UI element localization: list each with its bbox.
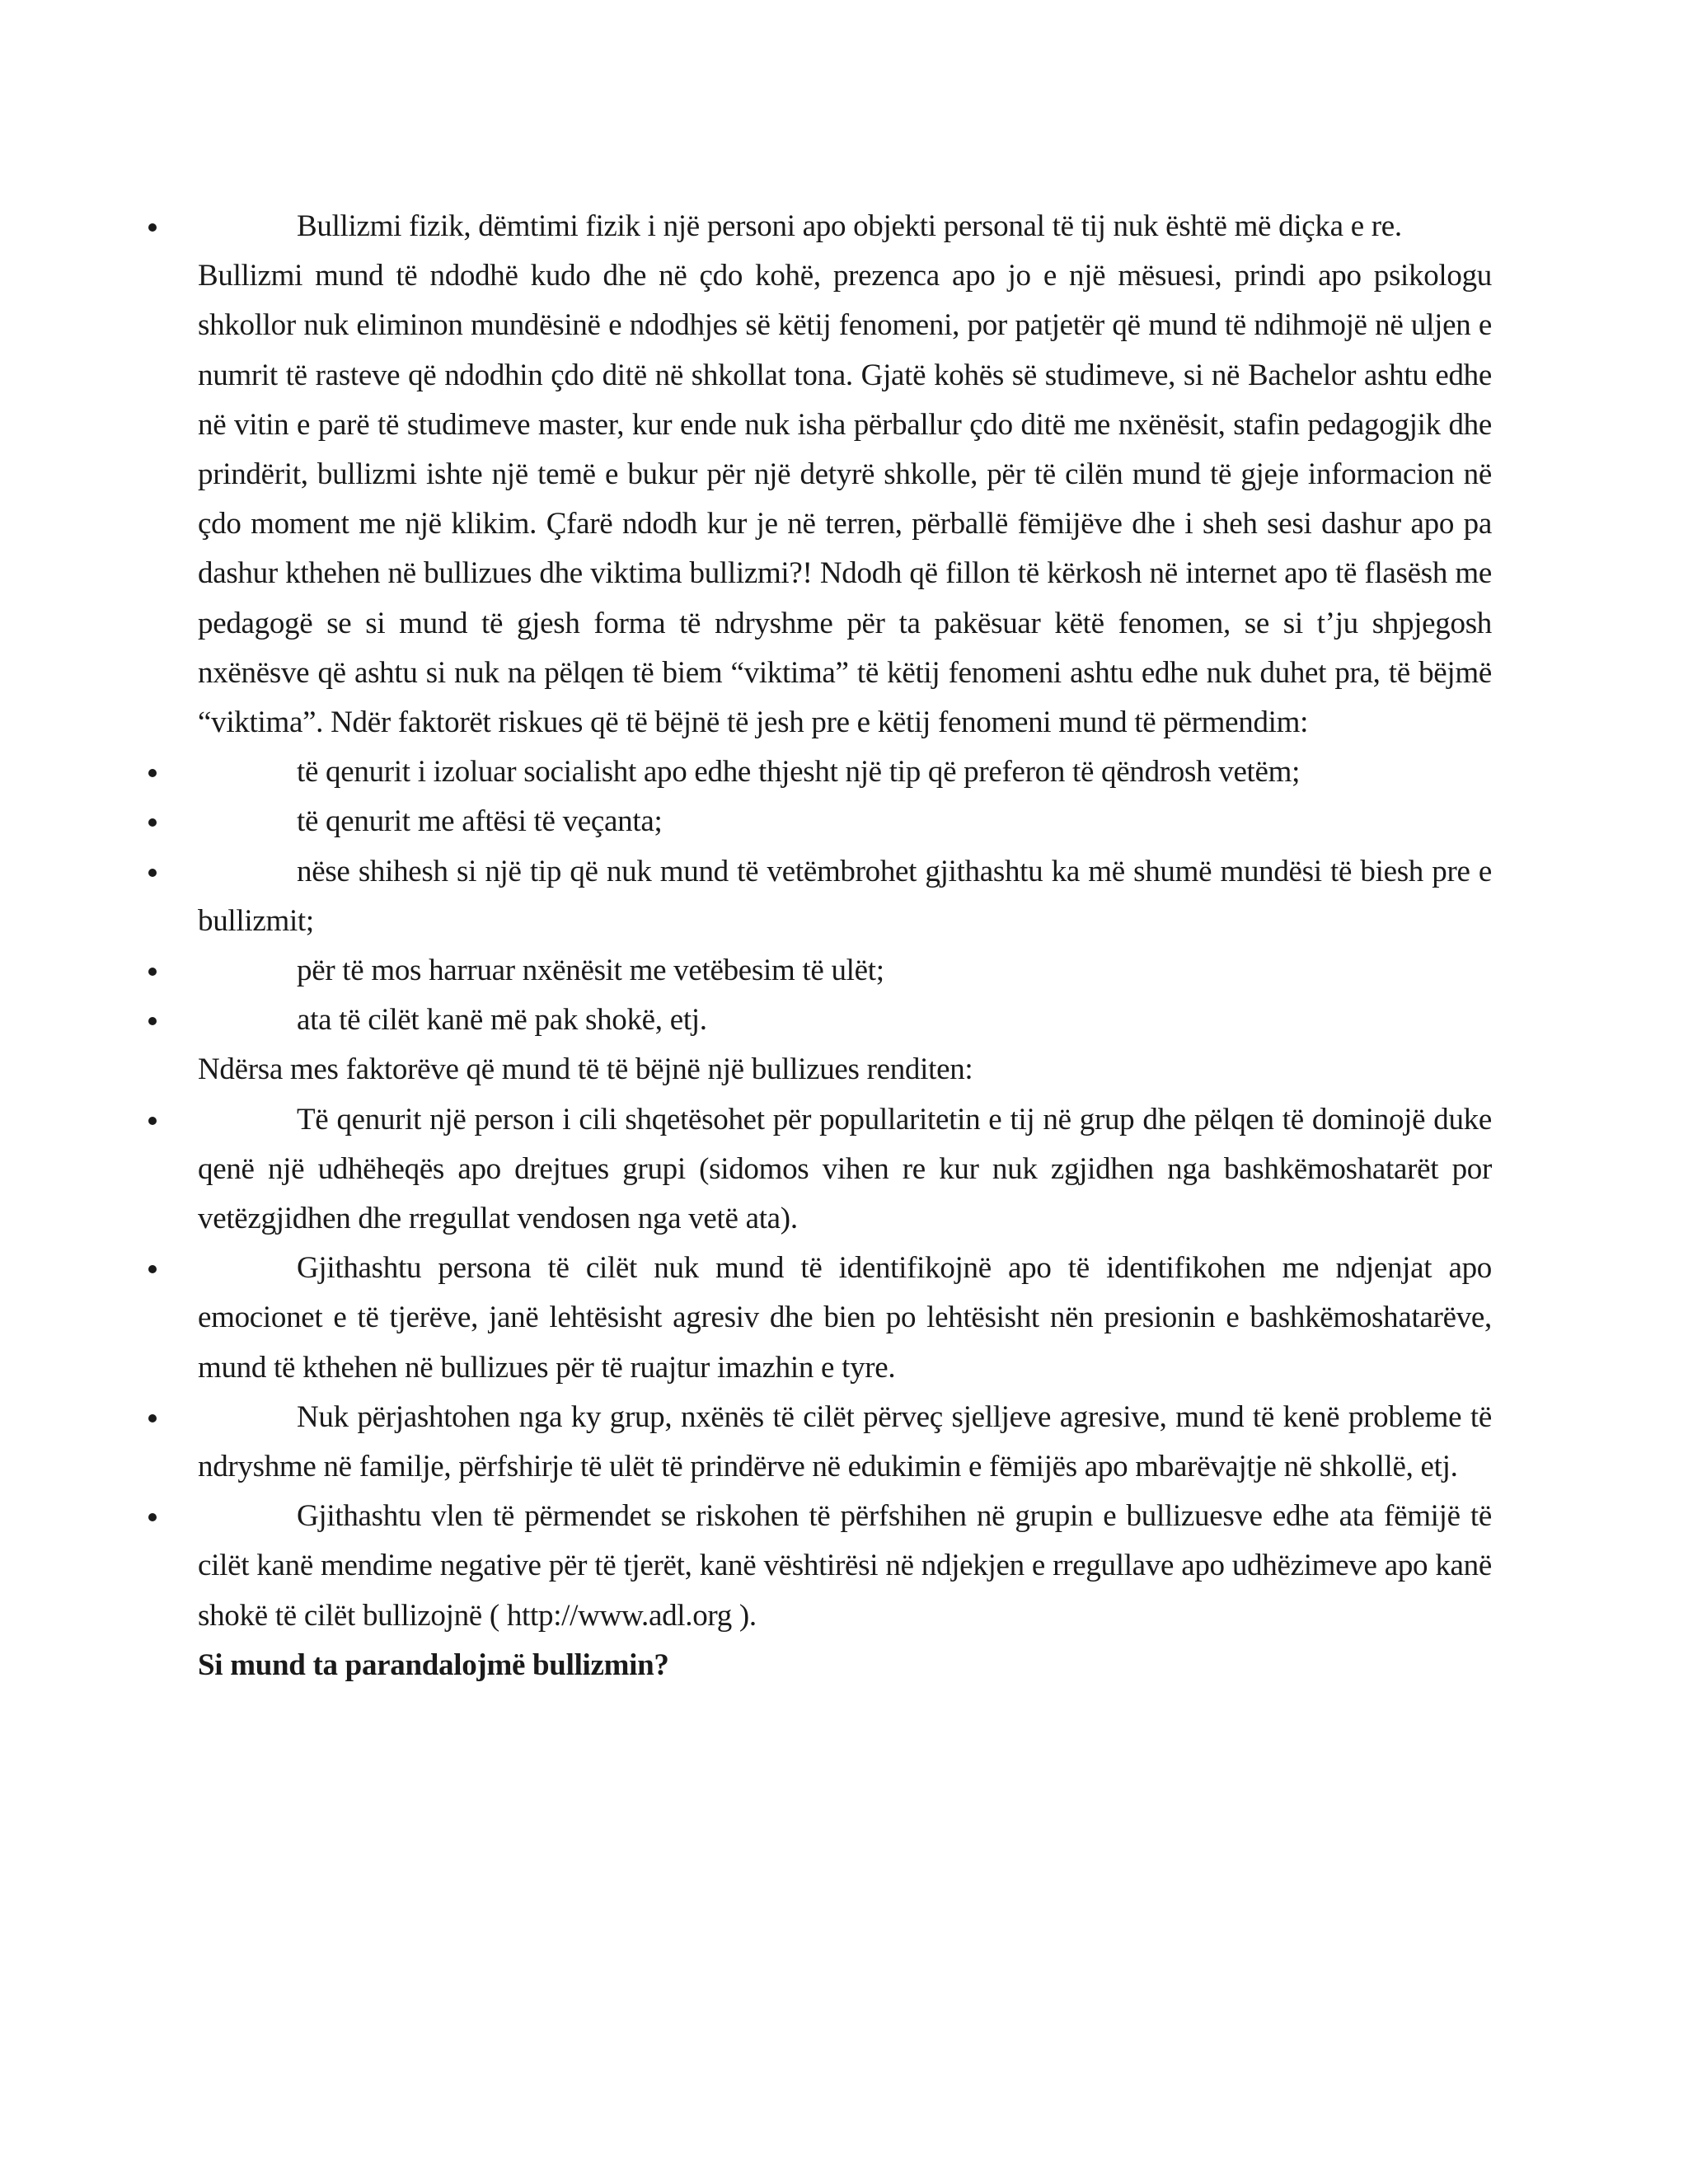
- bullet-item-physical-bullying: [198, 202, 1492, 251]
- bullet-item-negative-views: [198, 1492, 1492, 1641]
- bullet-item-few-friends: [198, 996, 1492, 1045]
- bullet-dot-icon: [148, 769, 157, 777]
- bullet-text: Gjithashtu persona të cilët nuk mund të identifikojnë apo të identifikohen me ndjenjat apo emocionet e të tjerëve, janë lehtësisht agresiv dhe bien po lehtësisht nën presionin e bashkëmoshatarëve, mund të kthehen në bullizues për të ruajtur imazhin e tyre.: [198, 1251, 1492, 1385]
- body-paragraph-intro: [198, 251, 1492, 748]
- bullet-text: Të qenurit një person i cili shqetësohet për popullaritetin e tij në grup dhe pëlqen të dominojë duke qenë një udhëheqës apo drejtues grupi (sidomos vihen re kur nuk zgjidhen nga bashkëmoshatarët por vetëzgjidhen dhe rregullat vendosen nga vetë ata).: [198, 1102, 1492, 1236]
- paragraph-text: Ndërsa mes faktorëve që mund të të bëjnë një bullizues renditen:: [198, 1052, 973, 1087]
- bullet-dot-icon: [148, 869, 157, 877]
- bullet-text: të qenurit i izoluar socialisht apo edhe thjesht një tip që preferon të qëndrosh vetëm;: [297, 755, 1301, 790]
- bullet-text: Nuk përjashtohen nga ky grup, nxënës të cilët përveç sjelljeve agresive, mund të kenë probleme të ndryshme në familje, përfshirje të ulët të prindërve në edukimin e fëmijës apo mbarëvajtje në shkollë, etj.: [198, 1399, 1492, 1484]
- section-heading: [198, 1641, 1492, 1690]
- bullet-dot-icon: [148, 1117, 157, 1125]
- document-body: [198, 202, 1492, 1690]
- bullet-text: të qenurit me aftësi të veçanta;: [297, 804, 663, 839]
- bullet-dot-icon: [148, 1265, 157, 1273]
- bullet-text: nëse shihesh si një tip që nuk mund të vetëmbrohet gjithashtu ka më shumë mundësi të biesh pre e bullizmit;: [198, 854, 1492, 938]
- body-paragraph-bully-factors: [198, 1045, 1492, 1094]
- bullet-dot-icon: [148, 1017, 157, 1025]
- bullet-dot-icon: [148, 968, 157, 976]
- bullet-item-low-self-esteem: [198, 946, 1492, 996]
- bullet-dot-icon: [148, 818, 157, 827]
- bullet-dot-icon: [148, 223, 157, 232]
- bullet-text: ata të cilët kanë më pak shokë, etj.: [297, 1003, 707, 1038]
- bullet-text: për të mos harruar nxënësit me vetëbesim të ulët;: [297, 954, 884, 988]
- bullet-item-isolated: [198, 748, 1492, 797]
- bullet-item-self-defense: [198, 847, 1492, 946]
- bullet-item-family-problems: [198, 1393, 1492, 1492]
- bullet-text: Bullizmi fizik, dëmtimi fizik i një personi apo objekti personal të tij nuk është më diçka e re.: [297, 209, 1402, 243]
- paragraph-text: Bullizmi mund të ndodhë kudo dhe në çdo kohë, prezenca apo jo e një mësuesi, prindi apo psikologu shkollor nuk eliminon mundësinë e ndodhjes së këtij fenomeni, por patjetër që mund të ndihmojë në uljen e numrit të rasteve që ndodhin çdo ditë në shkollat tona. Gjatë kohës së studimeve, si në Bachelor ashtu edhe në vitin e parë të studimeve master, kur ende nuk isha përballur çdo ditë me nxënësit, stafin pedagogjik dhe prindërit, bullizmi ishte një temë e bukur për një detyrë shkolle, për të cilën mund të gjeje informacion në çdo moment me një klikim. Çfarë ndodh kur je në terren, përballë fëmijëve dhe i sheh sesi dashur apo pa dashur kthehen në bullizues dhe viktima bullizmi?! Ndodh që fillon të kërkosh në internet apo të flasësh me pedagogë se si mund të gjesh forma të ndryshme për ta pakësuar këtë fenomen, se si t’ju shpjegosh nxënësve që ashtu si nuk na pëlqen të biem “viktima” të këtij fenomeni ashtu edhe nuk duhet pra, të bëjmë “viktima”. Ndër faktorët riskues që të bëjnë të jesh pre e këtij fenomeni mund të përmendim:: [198, 259, 1492, 740]
- heading-text: Si mund ta parandalojmë bullizmin?: [198, 1647, 669, 1682]
- bullet-text: Gjithashtu vlen të përmendet se riskohen të përfshihen në grupin e bullizuesve edhe ata fëmijë të cilët kanë mendime negative për të tjerët, kanë vështirësi në ndjekjen e rregullave apo udhëzimeve apo kanë shokë të cilët bullizojnë ( http://www.adl.org ).: [198, 1499, 1492, 1633]
- bullet-item-empathy: [198, 1244, 1492, 1393]
- bullet-item-special-needs: [198, 797, 1492, 846]
- bullet-item-popularity: [198, 1095, 1492, 1244]
- bullet-dot-icon: [148, 1513, 157, 1521]
- bullet-dot-icon: [148, 1414, 157, 1422]
